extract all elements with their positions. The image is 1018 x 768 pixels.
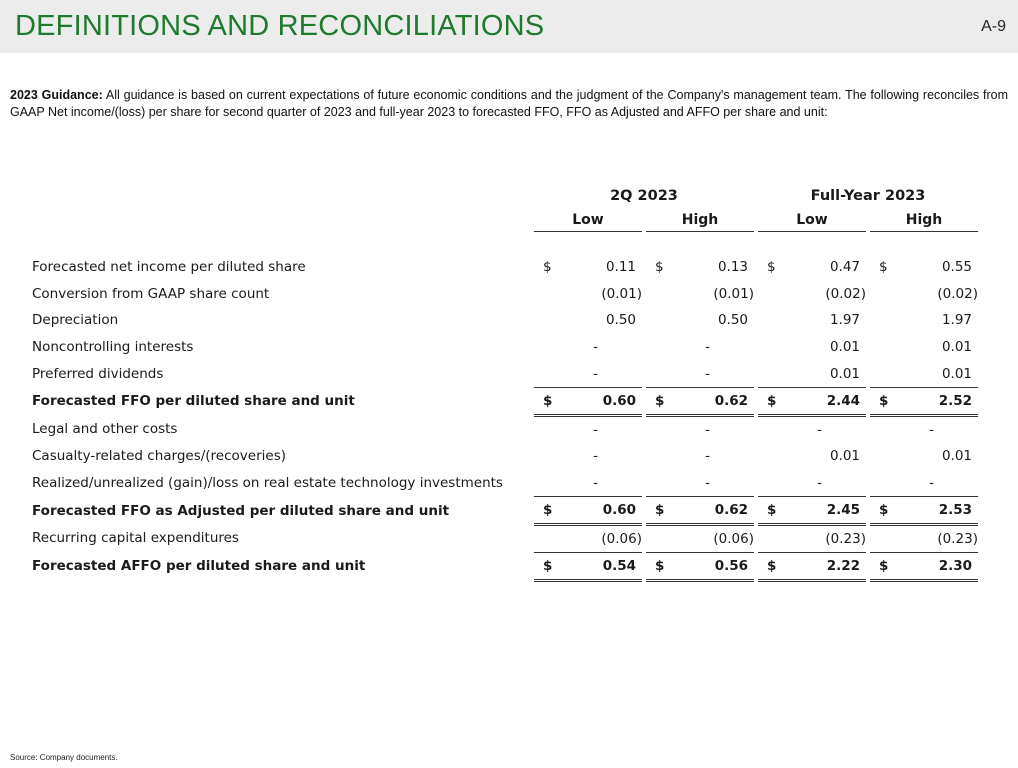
cell-value: (0.01) bbox=[601, 285, 642, 302]
cell-value: 2.52 bbox=[938, 392, 972, 409]
group-header-row bbox=[28, 183, 978, 209]
cell-value: (0.01) bbox=[713, 285, 754, 302]
value-cell bbox=[870, 307, 978, 334]
row-label: Realized/unrealized (gain)/loss on real estate technology investments bbox=[32, 475, 503, 492]
currency-symbol: $ bbox=[767, 502, 777, 519]
row-label: Depreciation bbox=[32, 312, 119, 329]
currency-symbol: $ bbox=[543, 258, 552, 275]
cell-value: - bbox=[705, 421, 710, 438]
value-cell bbox=[870, 470, 978, 497]
cell-value: - bbox=[705, 448, 710, 465]
table-row bbox=[28, 470, 978, 497]
value-cell bbox=[534, 307, 642, 334]
row-label: Casualty-related charges/(recoveries) bbox=[32, 448, 287, 465]
cell-value: 0.55 bbox=[941, 258, 972, 275]
page-header bbox=[0, 0, 1018, 53]
row-label: Forecasted FFO per diluted share and unit bbox=[32, 393, 355, 410]
row-label: Forecasted FFO as Adjusted per diluted share and unit bbox=[32, 502, 450, 519]
currency-symbol: $ bbox=[879, 258, 888, 275]
cell-value: 0.13 bbox=[717, 258, 748, 275]
cell-value: (0.06) bbox=[713, 530, 754, 547]
table-row bbox=[28, 443, 978, 470]
group-header-full-year: Full-Year 2023 bbox=[810, 188, 926, 204]
cell-value: (0.23) bbox=[937, 530, 978, 547]
currency-symbol: $ bbox=[655, 502, 665, 519]
cell-value: 0.01 bbox=[829, 366, 860, 383]
cell-value: - bbox=[593, 366, 598, 383]
value-cell bbox=[758, 387, 866, 415]
value-cell bbox=[870, 280, 978, 307]
cell-value: (0.02) bbox=[937, 285, 978, 302]
value-cell bbox=[758, 334, 866, 361]
cell-value: 0.50 bbox=[605, 312, 636, 329]
cell-value: 0.01 bbox=[829, 448, 860, 465]
currency-symbol: $ bbox=[879, 502, 889, 519]
source-note: Source: Company documents. bbox=[10, 753, 118, 762]
cell-value: 0.01 bbox=[941, 448, 972, 465]
table-row bbox=[28, 280, 978, 307]
page-title: DEFINITIONS AND RECONCILIATIONS bbox=[15, 10, 545, 42]
table-row bbox=[28, 387, 978, 415]
currency-symbol: $ bbox=[655, 258, 664, 275]
cell-value: 0.01 bbox=[829, 339, 860, 356]
value-cell bbox=[646, 415, 754, 443]
cell-value: 2.45 bbox=[826, 502, 860, 519]
cell-value: (0.06) bbox=[601, 530, 642, 547]
page-number: A-9 bbox=[981, 18, 1006, 35]
value-cell bbox=[758, 361, 866, 388]
currency-symbol: $ bbox=[879, 392, 889, 409]
value-cell bbox=[758, 307, 866, 334]
value-cell bbox=[758, 280, 866, 307]
cell-value: - bbox=[705, 339, 710, 356]
cell-value: 0.60 bbox=[602, 502, 636, 519]
cell-value: 2.22 bbox=[826, 557, 860, 574]
table-row bbox=[28, 497, 978, 525]
table-row bbox=[28, 334, 978, 361]
value-cell bbox=[870, 524, 978, 552]
value-cell bbox=[646, 307, 754, 334]
row-label: Forecasted AFFO per diluted share and unit bbox=[32, 558, 366, 575]
cell-value: - bbox=[593, 475, 598, 492]
cell-value: - bbox=[705, 366, 710, 383]
currency-symbol: $ bbox=[767, 258, 776, 275]
cell-value: - bbox=[593, 339, 598, 356]
value-cell bbox=[758, 552, 866, 580]
value-cell bbox=[870, 254, 978, 280]
cell-value: - bbox=[817, 421, 822, 438]
value-cell bbox=[534, 361, 642, 388]
cell-value: 0.47 bbox=[829, 258, 860, 275]
value-cell bbox=[758, 254, 866, 280]
value-cell bbox=[758, 524, 866, 552]
cell-value: 0.50 bbox=[717, 312, 748, 329]
value-cell bbox=[534, 387, 642, 415]
value-cell bbox=[646, 552, 754, 580]
cell-value: (0.23) bbox=[825, 530, 866, 547]
value-cell bbox=[758, 443, 866, 470]
currency-symbol: $ bbox=[543, 502, 553, 519]
value-cell bbox=[646, 334, 754, 361]
cell-value: - bbox=[817, 475, 822, 492]
row-label: Preferred dividends bbox=[32, 366, 164, 383]
cell-value: 0.62 bbox=[714, 392, 748, 409]
currency-symbol: $ bbox=[767, 557, 777, 574]
column-header-row bbox=[28, 209, 978, 232]
currency-symbol: $ bbox=[543, 392, 553, 409]
cell-value: 0.60 bbox=[602, 392, 636, 409]
group-header-2q: 2Q 2023 bbox=[610, 188, 678, 204]
value-cell bbox=[534, 334, 642, 361]
table-row bbox=[28, 361, 978, 388]
value-cell bbox=[758, 415, 866, 443]
currency-symbol: $ bbox=[543, 557, 553, 574]
cell-value: 1.97 bbox=[941, 312, 972, 329]
value-cell bbox=[646, 470, 754, 497]
cell-value: (0.02) bbox=[825, 285, 866, 302]
value-cell bbox=[646, 361, 754, 388]
cell-value: 0.11 bbox=[605, 258, 636, 275]
value-cell bbox=[534, 415, 642, 443]
value-cell bbox=[534, 497, 642, 525]
cell-value: 0.01 bbox=[941, 339, 972, 356]
value-cell bbox=[870, 361, 978, 388]
cell-value: 2.30 bbox=[938, 557, 972, 574]
row-label: Forecasted net income per diluted share bbox=[32, 259, 306, 276]
value-cell bbox=[534, 470, 642, 497]
cell-value: - bbox=[929, 475, 934, 492]
table-row bbox=[28, 415, 978, 443]
row-label: Noncontrolling interests bbox=[32, 339, 194, 356]
table-row bbox=[28, 307, 978, 334]
cell-value: - bbox=[593, 421, 598, 438]
currency-symbol: $ bbox=[879, 557, 889, 574]
value-cell bbox=[758, 470, 866, 497]
cell-value: - bbox=[593, 448, 598, 465]
row-label: Conversion from GAAP share count bbox=[32, 285, 270, 302]
cell-value: 1.97 bbox=[829, 312, 860, 329]
value-cell bbox=[758, 497, 866, 525]
intro-lead: 2023 Guidance: bbox=[10, 88, 103, 102]
value-cell bbox=[870, 497, 978, 525]
column-header: Low bbox=[758, 209, 866, 232]
cell-value: 0.62 bbox=[714, 502, 748, 519]
column-header: Low bbox=[534, 209, 642, 232]
column-header: High bbox=[646, 209, 754, 232]
currency-symbol: $ bbox=[655, 392, 665, 409]
value-cell bbox=[646, 254, 754, 280]
value-cell bbox=[646, 443, 754, 470]
column-header: High bbox=[870, 209, 978, 232]
value-cell bbox=[534, 524, 642, 552]
value-cell bbox=[646, 524, 754, 552]
value-cell bbox=[870, 443, 978, 470]
row-label: Recurring capital expenditures bbox=[32, 530, 239, 547]
cell-value: 0.56 bbox=[714, 557, 748, 574]
value-cell bbox=[534, 280, 642, 307]
guidance-intro bbox=[10, 87, 1008, 121]
currency-symbol: $ bbox=[655, 557, 665, 574]
table-body bbox=[28, 254, 978, 580]
reconciliation-table bbox=[28, 183, 978, 582]
cell-value: 2.44 bbox=[826, 392, 860, 409]
value-cell bbox=[534, 254, 642, 280]
value-cell bbox=[646, 497, 754, 525]
cell-value: - bbox=[929, 421, 934, 438]
table-row bbox=[28, 552, 978, 580]
value-cell bbox=[870, 415, 978, 443]
cell-value: 0.01 bbox=[941, 366, 972, 383]
value-cell bbox=[646, 387, 754, 415]
value-cell bbox=[870, 334, 978, 361]
value-cell bbox=[646, 280, 754, 307]
row-label: Legal and other costs bbox=[32, 421, 178, 438]
value-cell bbox=[870, 387, 978, 415]
currency-symbol: $ bbox=[767, 392, 777, 409]
cell-value: - bbox=[705, 475, 710, 492]
value-cell bbox=[534, 443, 642, 470]
value-cell bbox=[534, 552, 642, 580]
cell-value: 2.53 bbox=[938, 502, 972, 519]
cell-value: 0.54 bbox=[602, 557, 636, 574]
table-row bbox=[28, 254, 978, 280]
table-row bbox=[28, 524, 978, 552]
intro-text: All guidance is based on current expectations of future economic conditions and the judgment of the Company's management team. The following reconciles from GAAP Net income/(loss) per share for second quarter of 2023 and full-year 2023 to forecasted FFO, FFO as Adjusted and AFFO per share and unit: bbox=[10, 88, 1009, 119]
value-cell bbox=[870, 552, 978, 580]
